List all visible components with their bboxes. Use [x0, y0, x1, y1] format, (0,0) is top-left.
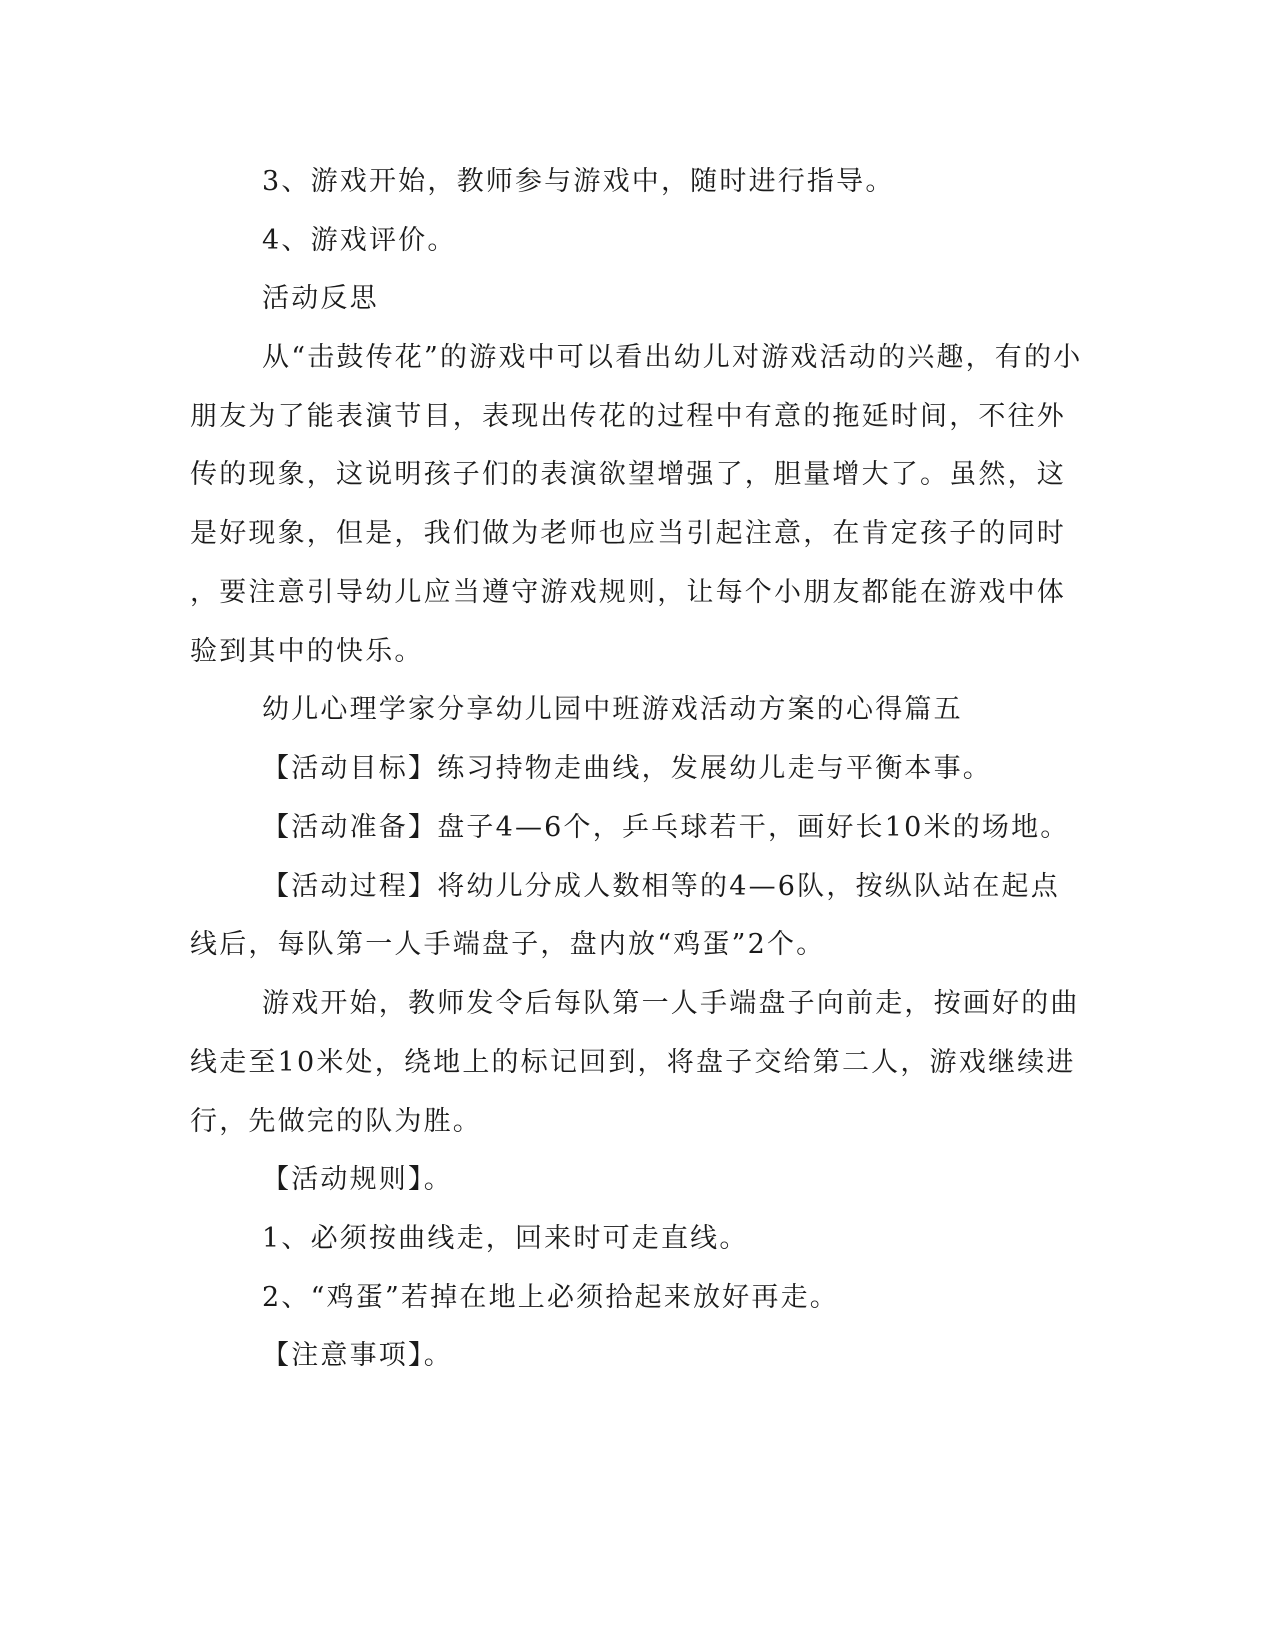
paragraph-line: 朋友为了能表演节目，表现出传花的过程中有意的拖延时间，不往外 [190, 401, 1066, 432]
activity-goal: 【活动目标】练习持物走曲线，发展幼儿走与平衡本事。 [262, 753, 992, 784]
notes-heading: 【注意事项】。 [262, 1340, 453, 1371]
paragraph-line: 线后，每队第一人手端盘子，盘内放“鸡蛋”2个。 [190, 929, 826, 960]
section-heading-reflection: 活动反思 [262, 283, 379, 314]
activity-preparation: 【活动准备】盘子4—6个，乒乓球若干，画好长10米的场地。 [262, 812, 1070, 843]
paragraph-line: 传的现象，这说明孩子们的表演欲望增强了，胆量增大了。虽然，这 [190, 459, 1066, 490]
paragraph-line: 游戏开始，教师发令后每队第一人手端盘子向前走，按画好的曲 [262, 988, 1080, 1019]
paragraph-line: 是好现象，但是，我们做为老师也应当引起注意，在肯定孩子的同时 [190, 518, 1066, 549]
paragraph-line: 线走至10米处，绕地上的标记回到，将盘子交给第二人，游戏继续进 [190, 1047, 1076, 1078]
paragraph-line: 从“击鼓传花”的游戏中可以看出幼儿对游戏活动的兴趣，有的小 [262, 342, 1083, 373]
rule-item-1: 1、必须按曲线走，回来时可走直线。 [262, 1223, 749, 1254]
section-heading-part-five: 幼儿心理学家分享幼儿园中班游戏活动方案的心得篇五 [262, 694, 963, 725]
activity-rules-heading: 【活动规则】。 [262, 1164, 453, 1195]
paragraph-line: 行，先做完的队为胜。 [190, 1106, 482, 1137]
rule-item-2: 2、“鸡蛋”若掉在地上必须拾起来放好再走。 [262, 1282, 839, 1313]
paragraph-line: ，要注意引导幼儿应当遵守游戏规则，让每个小朋友都能在游戏中体 [190, 577, 1066, 608]
paragraph-line: 验到其中的快乐。 [190, 636, 424, 667]
activity-process: 【活动过程】将幼儿分成人数相等的4—6队，按纵队站在起点 [262, 871, 1060, 902]
text-line-step-4: 4、游戏评价。 [262, 225, 457, 256]
text-line-step-3: 3、游戏开始，教师参与游戏中，随时进行指导。 [262, 166, 895, 197]
